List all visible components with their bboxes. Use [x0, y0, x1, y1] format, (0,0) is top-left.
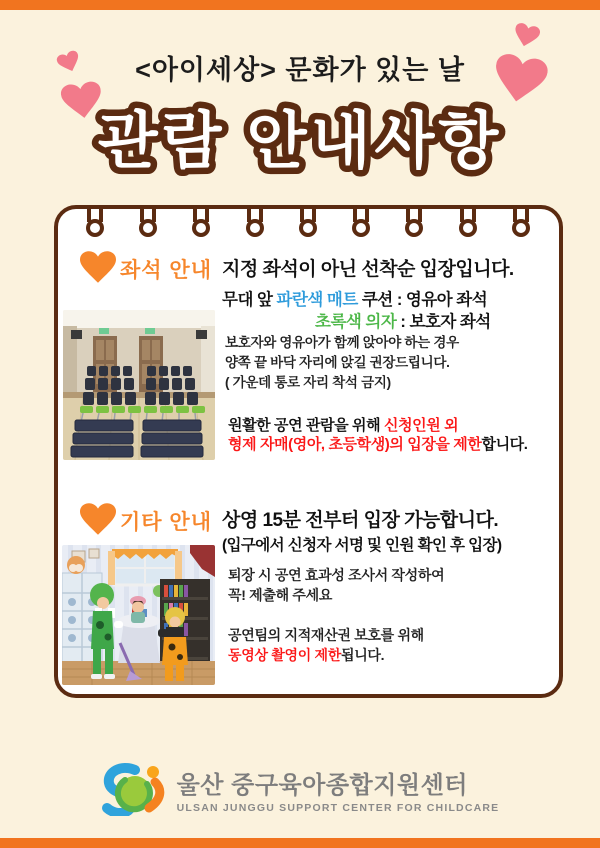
bottom-orange-bar [0, 838, 600, 848]
etc-section-title: 상영 15분 전부터 입장 가능합니다. [222, 510, 499, 531]
seat-section-title: 지정 좌석이 아닌 선착순 입장입니다. [222, 259, 514, 280]
green-chair-label: 초록색 의자 [315, 313, 397, 331]
seat-note: 보호자와 영유아가 함께 앉아야 하는 경우 양쪽 끝 바닥 자리에 앉길 권장드립니다. ( 가운데 통로 자리 착석 금지) [225, 335, 459, 390]
top-orange-bar [0, 0, 600, 10]
blue-mat-label: 파란색 매트 [276, 291, 358, 309]
org-name-english: ULSAN JUNGGU SUPPORT CENTER FOR CHILDCARE [176, 801, 500, 814]
footer-logo [0, 762, 600, 816]
performance-stage-photo [62, 545, 215, 685]
page-title [0, 92, 600, 192]
event-line: <아이세상> 문화가 있는 날 [135, 55, 465, 85]
survey-note: 퇴장 시 공연 효과성 조사서 작성하여 꼭! 제출해 주세요 [228, 567, 445, 603]
seat-restriction: 원활한 공연 관람을 위해 신청인원 외 형제 자매(영아, 초등학생)의 입장을 제한합니다. [228, 417, 528, 453]
etc-section-heading: 기타 안내 [120, 511, 212, 534]
seat-color-line-2: 초록색 의자 : 보호자 좌석 [315, 313, 491, 331]
heart-icon [80, 251, 116, 283]
binder-loops [58, 209, 559, 241]
svg-text:관람 안내사항: 관람 안내사항 [97, 107, 503, 176]
seating-room-photo [63, 310, 215, 460]
etc-section-subtitle: (입구에서 신청자 서명 및 인원 확인 후 입장) [222, 537, 502, 554]
ip-note: 공연팀의 지적재산권 보호를 위해 동영상 촬영이 제한됩니다. [228, 627, 424, 663]
heart-icon [512, 21, 542, 49]
heart-icon [80, 503, 116, 535]
notice-card [54, 205, 563, 698]
org-name-korean: 울산 중구육아종합지원센터 [176, 771, 468, 799]
center-logo-icon [101, 762, 165, 816]
seat-color-line-1: 무대 앞 파란색 매트 쿠션 : 영유아 좌석 [222, 291, 488, 309]
seat-section-heading: 좌석 안내 [120, 259, 212, 282]
